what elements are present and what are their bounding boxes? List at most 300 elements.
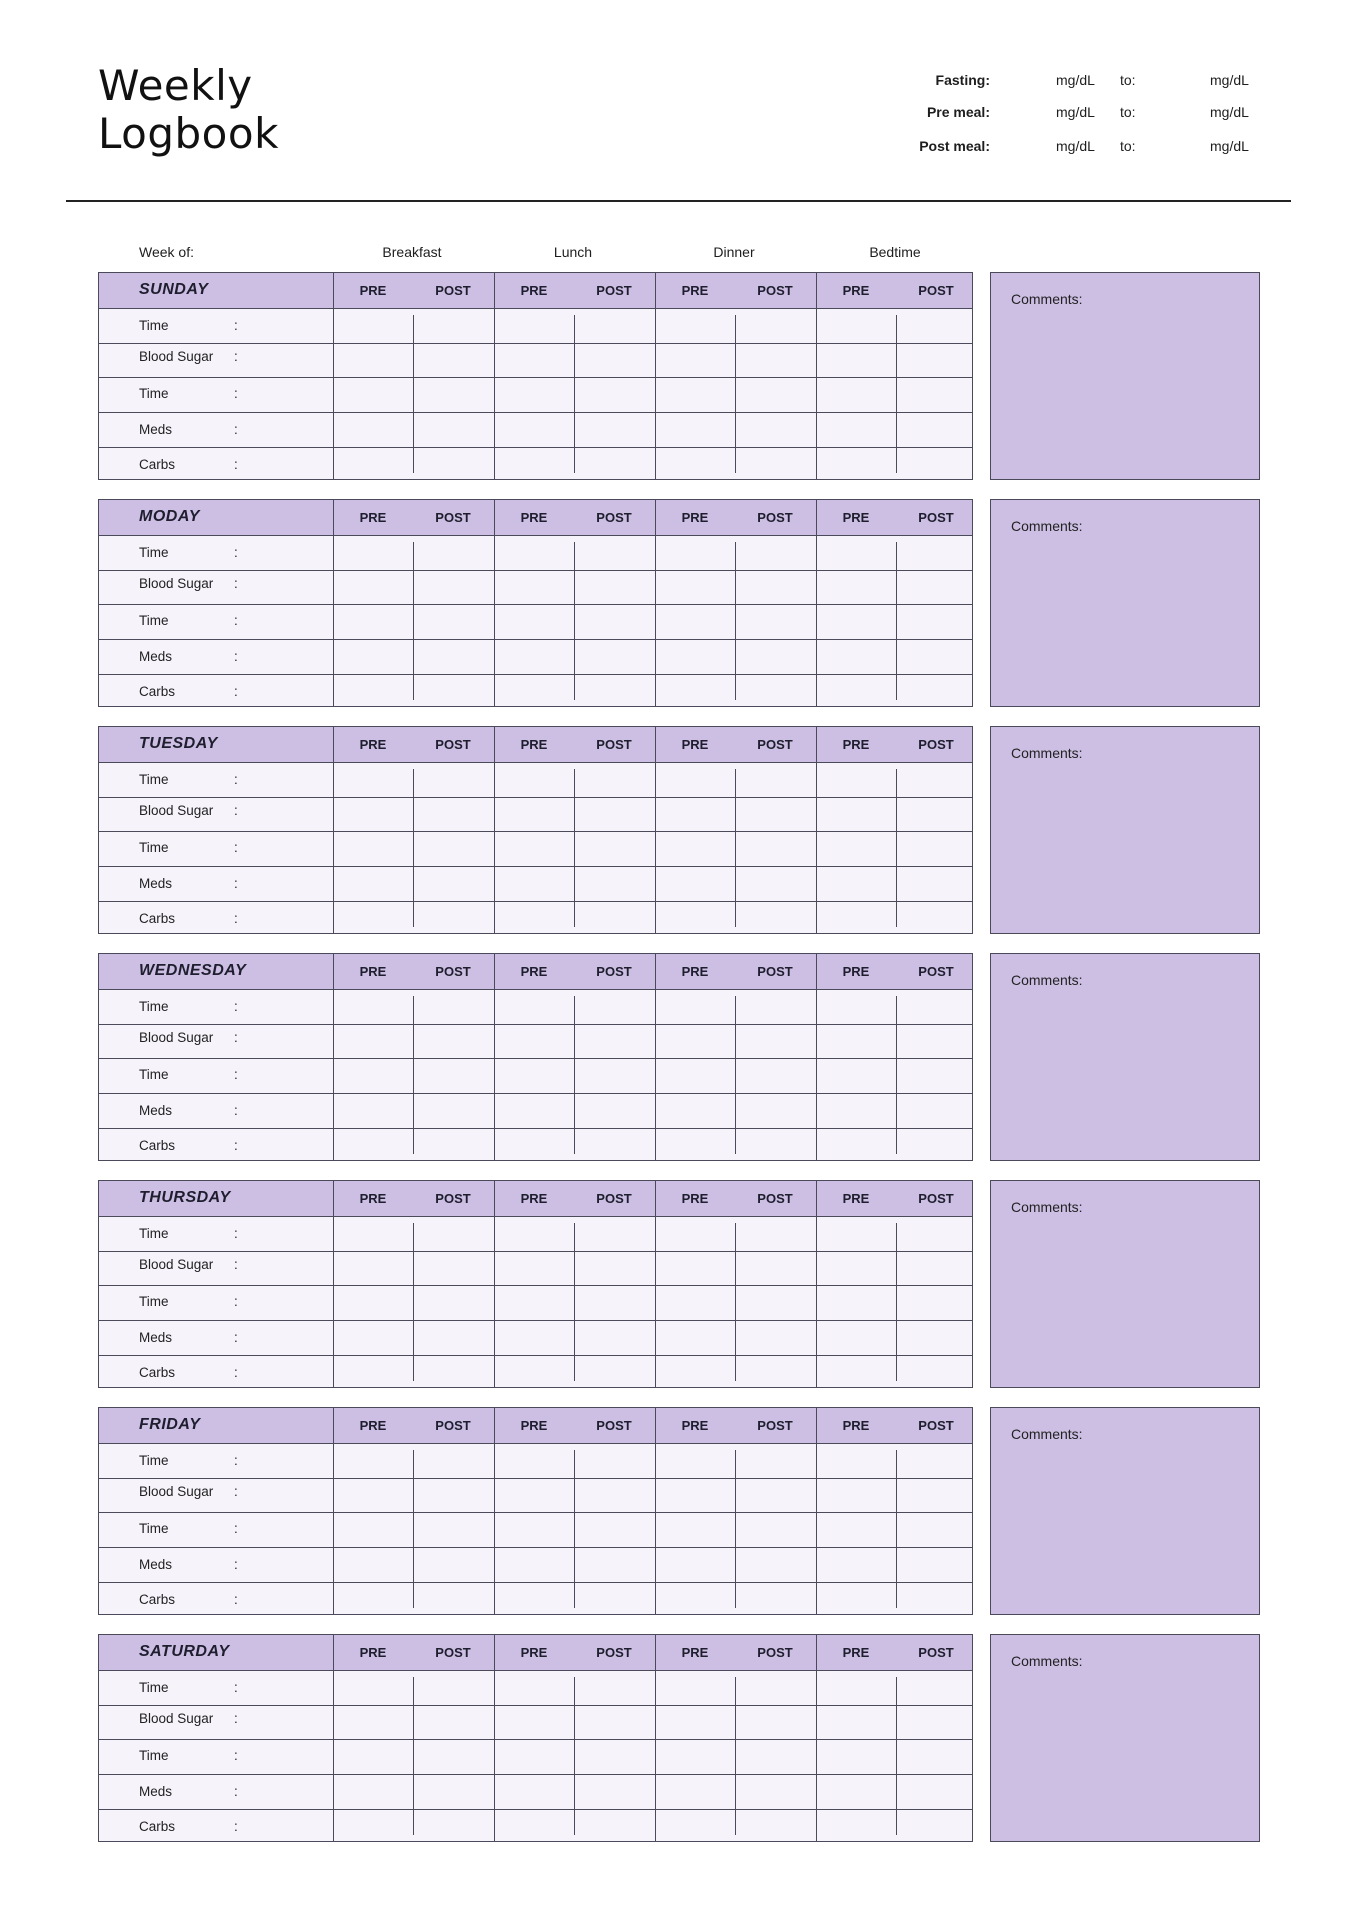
entry-cell[interactable]	[495, 1775, 574, 1809]
entry-cell[interactable]	[817, 1321, 896, 1355]
entry-cell[interactable]	[495, 413, 574, 447]
entry-cell[interactable]	[736, 640, 815, 674]
entry-cell[interactable]	[495, 1740, 574, 1774]
entry-cell[interactable]	[656, 448, 735, 480]
entry-cell[interactable]	[334, 1775, 413, 1809]
entry-cell[interactable]	[897, 1671, 976, 1705]
entry-cell[interactable]	[334, 640, 413, 674]
entry-cell[interactable]	[736, 1321, 815, 1355]
entry-cell[interactable]	[414, 1775, 493, 1809]
entry-cell[interactable]	[575, 902, 654, 934]
comments-box-wednesday[interactable]	[990, 953, 1260, 1161]
entry-cell[interactable]	[897, 344, 976, 377]
entry-cell[interactable]	[817, 378, 896, 412]
entry-cell[interactable]	[817, 1740, 896, 1774]
entry-cell[interactable]	[736, 1671, 815, 1705]
post-header: POST	[918, 283, 954, 298]
entry-cell[interactable]	[334, 902, 413, 934]
entry-cell[interactable]	[897, 990, 976, 1024]
entry-cell[interactable]	[495, 309, 574, 343]
entry-cell[interactable]	[656, 344, 735, 377]
entry-cell[interactable]	[334, 571, 413, 604]
entry-cell[interactable]	[656, 832, 735, 866]
entry-cell[interactable]	[656, 536, 735, 570]
entry-cell[interactable]	[495, 605, 574, 639]
entry-cell[interactable]	[414, 1025, 493, 1058]
entry-cell[interactable]	[575, 675, 654, 707]
entry-cell[interactable]	[414, 536, 493, 570]
entry-cell[interactable]	[897, 1094, 976, 1128]
entry-cell[interactable]	[897, 1025, 976, 1058]
entry-cell[interactable]	[334, 675, 413, 707]
entry-cell[interactable]	[656, 902, 735, 934]
comments-box-friday[interactable]	[990, 1407, 1260, 1615]
entry-cell[interactable]	[736, 309, 815, 343]
entry-cell[interactable]	[817, 640, 896, 674]
entry-cell[interactable]	[736, 605, 815, 639]
entry-cell[interactable]	[736, 1548, 815, 1582]
entry-cell[interactable]	[656, 1548, 735, 1582]
entry-cell[interactable]	[817, 1094, 896, 1128]
entry-cell[interactable]	[817, 990, 896, 1024]
entry-cell[interactable]	[656, 1740, 735, 1774]
entry-cell[interactable]	[817, 1548, 896, 1582]
entry-cell[interactable]	[334, 1217, 413, 1251]
entry-cell[interactable]	[897, 1479, 976, 1512]
entry-cell[interactable]	[575, 1356, 654, 1388]
entry-cell[interactable]	[495, 675, 574, 707]
entry-cell[interactable]	[817, 571, 896, 604]
entry-cell[interactable]	[736, 1775, 815, 1809]
entry-cell[interactable]	[414, 605, 493, 639]
entry-cell[interactable]	[897, 1217, 976, 1251]
entry-cell[interactable]	[656, 571, 735, 604]
entry-cell[interactable]	[334, 1706, 413, 1739]
entry-cell[interactable]	[575, 309, 654, 343]
entry-cell[interactable]	[656, 640, 735, 674]
entry-cell[interactable]	[495, 763, 574, 797]
entry-cell[interactable]	[414, 309, 493, 343]
entry-cell[interactable]	[575, 605, 654, 639]
day-name: SUNDAY	[139, 281, 209, 298]
entry-cell[interactable]	[414, 798, 493, 831]
entry-cell[interactable]	[414, 1671, 493, 1705]
entry-cell[interactable]	[736, 1583, 815, 1615]
entry-cell[interactable]	[575, 1810, 654, 1842]
entry-cell[interactable]	[495, 378, 574, 412]
entry-cell[interactable]	[414, 1479, 493, 1512]
entry-cell[interactable]	[817, 1286, 896, 1320]
entry-cell[interactable]	[656, 1583, 735, 1615]
entry-cell[interactable]	[575, 832, 654, 866]
entry-cell[interactable]	[736, 1444, 815, 1478]
range-unit-from: mg/dL	[1056, 104, 1095, 120]
entry-cell[interactable]	[736, 1094, 815, 1128]
entry-cell[interactable]	[495, 1810, 574, 1842]
entry-cell[interactable]	[414, 344, 493, 377]
entry-cell[interactable]	[897, 798, 976, 831]
entry-cell[interactable]	[575, 763, 654, 797]
row-label: Carbs	[139, 684, 176, 699]
entry-cell[interactable]	[334, 1321, 413, 1355]
entry-cell[interactable]	[736, 675, 815, 707]
entry-cell[interactable]	[897, 1252, 976, 1285]
entry-cell[interactable]	[414, 1321, 493, 1355]
entry-cell[interactable]	[495, 867, 574, 901]
entry-cell[interactable]	[736, 378, 815, 412]
entry-cell[interactable]	[656, 1444, 735, 1478]
entry-cell[interactable]	[334, 798, 413, 831]
entry-cell[interactable]	[334, 1513, 413, 1547]
entry-cell[interactable]	[736, 1286, 815, 1320]
entry-cell[interactable]	[575, 798, 654, 831]
entry-cell[interactable]	[575, 1252, 654, 1285]
day-block-saturday	[98, 1634, 973, 1842]
entry-cell[interactable]	[495, 1094, 574, 1128]
entry-cell[interactable]	[656, 1252, 735, 1285]
post-header: POST	[757, 510, 793, 525]
entry-cell[interactable]	[334, 309, 413, 343]
entry-cell[interactable]	[575, 1479, 654, 1512]
entry-cell[interactable]	[736, 1810, 815, 1842]
entry-cell[interactable]	[817, 832, 896, 866]
entry-cell[interactable]	[575, 990, 654, 1024]
entry-cell[interactable]	[897, 378, 976, 412]
entry-cell[interactable]	[897, 536, 976, 570]
entry-cell[interactable]	[897, 902, 976, 934]
post-header: POST	[435, 283, 471, 298]
entry-cell[interactable]	[656, 1706, 735, 1739]
entry-cell[interactable]	[334, 1059, 413, 1093]
entry-cell[interactable]	[414, 763, 493, 797]
entry-cell[interactable]	[817, 344, 896, 377]
entry-cell[interactable]	[414, 1129, 493, 1161]
entry-cell[interactable]	[736, 571, 815, 604]
entry-cell[interactable]	[334, 1094, 413, 1128]
entry-cell[interactable]	[736, 902, 815, 934]
entry-cell[interactable]	[575, 344, 654, 377]
entry-cell[interactable]	[736, 763, 815, 797]
entry-cell[interactable]	[656, 1513, 735, 1547]
entry-cell[interactable]	[817, 1129, 896, 1161]
entry-cell[interactable]	[656, 763, 735, 797]
entry-cell[interactable]	[897, 763, 976, 797]
entry-cell[interactable]	[495, 1059, 574, 1093]
entry-cell[interactable]	[817, 798, 896, 831]
entry-cell[interactable]	[495, 1129, 574, 1161]
entry-cell[interactable]	[495, 1583, 574, 1615]
entry-cell[interactable]	[575, 448, 654, 480]
entry-cell[interactable]	[334, 990, 413, 1024]
entry-cell[interactable]	[736, 832, 815, 866]
entry-cell[interactable]	[656, 867, 735, 901]
entry-cell[interactable]	[817, 1252, 896, 1285]
entry-cell[interactable]	[897, 1775, 976, 1809]
entry-cell[interactable]	[736, 1706, 815, 1739]
entry-cell[interactable]	[334, 1583, 413, 1615]
page-title	[98, 62, 279, 158]
row-label: Blood Sugar	[139, 1711, 214, 1726]
entry-cell[interactable]	[414, 1356, 493, 1388]
entry-cell[interactable]	[817, 1810, 896, 1842]
entry-cell[interactable]	[656, 1775, 735, 1809]
entry-cell[interactable]	[414, 1810, 493, 1842]
entry-cell[interactable]	[334, 1356, 413, 1388]
entry-cell[interactable]	[495, 902, 574, 934]
entry-cell[interactable]	[575, 640, 654, 674]
entry-cell[interactable]	[897, 1740, 976, 1774]
entry-cell[interactable]	[817, 1059, 896, 1093]
entry-cell[interactable]	[897, 832, 976, 866]
entry-cell[interactable]	[656, 1356, 735, 1388]
entry-cell[interactable]	[334, 344, 413, 377]
entry-cell[interactable]	[414, 571, 493, 604]
entry-cell[interactable]	[495, 798, 574, 831]
entry-cell[interactable]	[575, 1775, 654, 1809]
entry-cell[interactable]	[897, 1513, 976, 1547]
entry-cell[interactable]	[736, 448, 815, 480]
entry-cell[interactable]	[897, 413, 976, 447]
entry-cell[interactable]	[334, 763, 413, 797]
entry-cell[interactable]	[495, 990, 574, 1024]
entry-cell[interactable]	[414, 413, 493, 447]
entry-cell[interactable]	[334, 1479, 413, 1512]
entry-cell[interactable]	[897, 571, 976, 604]
entry-cell[interactable]	[736, 1059, 815, 1093]
entry-cell[interactable]	[736, 1129, 815, 1161]
entry-cell[interactable]	[334, 867, 413, 901]
entry-cell[interactable]	[334, 1025, 413, 1058]
entry-cell[interactable]	[656, 1217, 735, 1251]
entry-cell[interactable]	[817, 675, 896, 707]
entry-cell[interactable]	[495, 1513, 574, 1547]
entry-cell[interactable]	[897, 1810, 976, 1842]
entry-cell[interactable]	[495, 1444, 574, 1478]
entry-cell[interactable]	[414, 1286, 493, 1320]
entry-cell[interactable]	[334, 1671, 413, 1705]
entry-cell[interactable]	[414, 1513, 493, 1547]
entry-cell[interactable]	[656, 1810, 735, 1842]
comments-box-thursday[interactable]	[990, 1180, 1260, 1388]
entry-cell[interactable]	[897, 605, 976, 639]
entry-cell[interactable]	[656, 1671, 735, 1705]
entry-cell[interactable]	[817, 605, 896, 639]
entry-cell[interactable]	[575, 536, 654, 570]
entry-cell[interactable]	[736, 1217, 815, 1251]
entry-cell[interactable]	[736, 536, 815, 570]
entry-cell[interactable]	[575, 1321, 654, 1355]
entry-cell[interactable]	[656, 1321, 735, 1355]
entry-cell[interactable]	[414, 867, 493, 901]
entry-cell[interactable]	[575, 1583, 654, 1615]
entry-cell[interactable]	[897, 1706, 976, 1739]
entry-cell[interactable]	[334, 1740, 413, 1774]
comments-box-sunday[interactable]	[990, 272, 1260, 480]
pre-header: PRE	[681, 510, 709, 525]
entry-cell[interactable]	[334, 1444, 413, 1478]
entry-cell[interactable]	[495, 1479, 574, 1512]
entry-cell[interactable]	[656, 798, 735, 831]
entry-cell[interactable]	[817, 1513, 896, 1547]
entry-cell[interactable]	[414, 1706, 493, 1739]
entry-cell[interactable]	[736, 1025, 815, 1058]
entry-cell[interactable]	[736, 1513, 815, 1547]
post-header: POST	[757, 1418, 793, 1433]
comments-box-saturday[interactable]	[990, 1634, 1260, 1842]
entry-cell[interactable]	[656, 378, 735, 412]
entry-cell[interactable]	[897, 1548, 976, 1582]
entry-cell[interactable]	[495, 571, 574, 604]
entry-cell[interactable]	[817, 309, 896, 343]
entry-cell[interactable]	[575, 1671, 654, 1705]
entry-cell[interactable]	[575, 1094, 654, 1128]
entry-cell[interactable]	[897, 867, 976, 901]
entry-cell[interactable]	[736, 798, 815, 831]
entry-cell[interactable]	[495, 832, 574, 866]
entry-cell[interactable]	[817, 536, 896, 570]
entry-cell[interactable]	[575, 413, 654, 447]
entry-cell[interactable]	[656, 1059, 735, 1093]
entry-cell[interactable]	[575, 571, 654, 604]
entry-cell[interactable]	[656, 990, 735, 1024]
entry-cell[interactable]	[897, 640, 976, 674]
entry-cell[interactable]	[575, 1217, 654, 1251]
entry-cell[interactable]	[495, 1252, 574, 1285]
entry-cell[interactable]	[334, 1548, 413, 1582]
entry-cell[interactable]	[897, 1583, 976, 1615]
entry-cell[interactable]	[414, 1740, 493, 1774]
entry-cell[interactable]	[817, 413, 896, 447]
entry-cell[interactable]	[817, 1775, 896, 1809]
entry-cell[interactable]	[495, 344, 574, 377]
entry-cell[interactable]	[334, 536, 413, 570]
entry-cell[interactable]	[656, 309, 735, 343]
entry-cell[interactable]	[897, 448, 976, 480]
entry-cell[interactable]	[817, 1217, 896, 1251]
entry-cell[interactable]	[495, 1321, 574, 1355]
entry-cell[interactable]	[736, 1252, 815, 1285]
entry-cell[interactable]	[817, 1444, 896, 1478]
entry-cell[interactable]	[575, 1706, 654, 1739]
entry-cell[interactable]	[897, 1286, 976, 1320]
entry-cell[interactable]	[575, 1286, 654, 1320]
entry-cell[interactable]	[414, 832, 493, 866]
entry-cell[interactable]	[334, 1252, 413, 1285]
entry-cell[interactable]	[575, 1129, 654, 1161]
entry-cell[interactable]	[817, 1583, 896, 1615]
entry-cell[interactable]	[575, 1025, 654, 1058]
entry-cell[interactable]	[414, 1444, 493, 1478]
entry-cell[interactable]	[414, 990, 493, 1024]
entry-cell[interactable]	[656, 413, 735, 447]
entry-cell[interactable]	[817, 763, 896, 797]
entry-cell[interactable]	[656, 1479, 735, 1512]
entry-cell[interactable]	[414, 448, 493, 480]
entry-cell[interactable]	[334, 1810, 413, 1842]
entry-cell[interactable]	[414, 902, 493, 934]
entry-cell[interactable]	[736, 413, 815, 447]
entry-cell[interactable]	[495, 1706, 574, 1739]
entry-cell[interactable]	[334, 413, 413, 447]
entry-cell[interactable]	[575, 1513, 654, 1547]
entry-cell[interactable]	[414, 1217, 493, 1251]
entry-cell[interactable]	[495, 1671, 574, 1705]
entry-cell[interactable]	[897, 1444, 976, 1478]
entry-cell[interactable]	[897, 1321, 976, 1355]
entry-cell[interactable]	[575, 378, 654, 412]
entry-cell[interactable]	[414, 1548, 493, 1582]
entry-cell[interactable]	[414, 1059, 493, 1093]
entry-cell[interactable]	[414, 1094, 493, 1128]
entry-cell[interactable]	[736, 344, 815, 377]
entry-cell[interactable]	[414, 1583, 493, 1615]
entry-cell[interactable]	[575, 1059, 654, 1093]
entry-cell[interactable]	[897, 675, 976, 707]
entry-cell[interactable]	[334, 605, 413, 639]
entry-cell[interactable]	[656, 1286, 735, 1320]
entry-cell[interactable]	[817, 1479, 896, 1512]
entry-cell[interactable]	[575, 867, 654, 901]
entry-cell[interactable]	[495, 448, 574, 480]
entry-cell[interactable]	[897, 1356, 976, 1388]
entry-cell[interactable]	[334, 1286, 413, 1320]
entry-cell[interactable]	[495, 1548, 574, 1582]
entry-cell[interactable]	[656, 605, 735, 639]
entry-cell[interactable]	[817, 902, 896, 934]
entry-cell[interactable]	[897, 309, 976, 343]
pre-header: PRE	[681, 283, 709, 298]
entry-cell[interactable]	[414, 675, 493, 707]
entry-cell[interactable]	[414, 378, 493, 412]
entry-cell[interactable]	[817, 448, 896, 480]
entry-cell[interactable]	[897, 1059, 976, 1093]
row-colon: :	[234, 1226, 238, 1241]
entry-cell[interactable]	[736, 1740, 815, 1774]
comments-box-tuesday[interactable]	[990, 726, 1260, 934]
entry-cell[interactable]	[817, 867, 896, 901]
entry-cell[interactable]	[334, 378, 413, 412]
entry-cell[interactable]	[575, 1444, 654, 1478]
entry-cell[interactable]	[817, 1706, 896, 1739]
entry-cell[interactable]	[334, 1129, 413, 1161]
entry-cell[interactable]	[817, 1671, 896, 1705]
entry-cell[interactable]	[656, 1094, 735, 1128]
entry-cell[interactable]	[575, 1740, 654, 1774]
entry-cell[interactable]	[817, 1356, 896, 1388]
entry-cell[interactable]	[495, 1217, 574, 1251]
entry-cell[interactable]	[736, 1356, 815, 1388]
entry-cell[interactable]	[656, 1129, 735, 1161]
entry-cell[interactable]	[495, 536, 574, 570]
entry-cell[interactable]	[736, 1479, 815, 1512]
entry-cell[interactable]	[414, 1252, 493, 1285]
entry-cell[interactable]	[495, 1025, 574, 1058]
entry-cell[interactable]	[736, 867, 815, 901]
entry-cell[interactable]	[656, 1025, 735, 1058]
entry-cell[interactable]	[736, 990, 815, 1024]
entry-cell[interactable]	[334, 832, 413, 866]
entry-cell[interactable]	[897, 1129, 976, 1161]
entry-cell[interactable]	[495, 1286, 574, 1320]
entry-cell[interactable]	[817, 1025, 896, 1058]
entry-cell[interactable]	[334, 448, 413, 480]
entry-cell[interactable]	[495, 1356, 574, 1388]
entry-cell[interactable]	[495, 640, 574, 674]
entry-cell[interactable]	[656, 675, 735, 707]
comments-box-moday[interactable]	[990, 499, 1260, 707]
entry-cell[interactable]	[575, 1548, 654, 1582]
entry-cell[interactable]	[414, 640, 493, 674]
